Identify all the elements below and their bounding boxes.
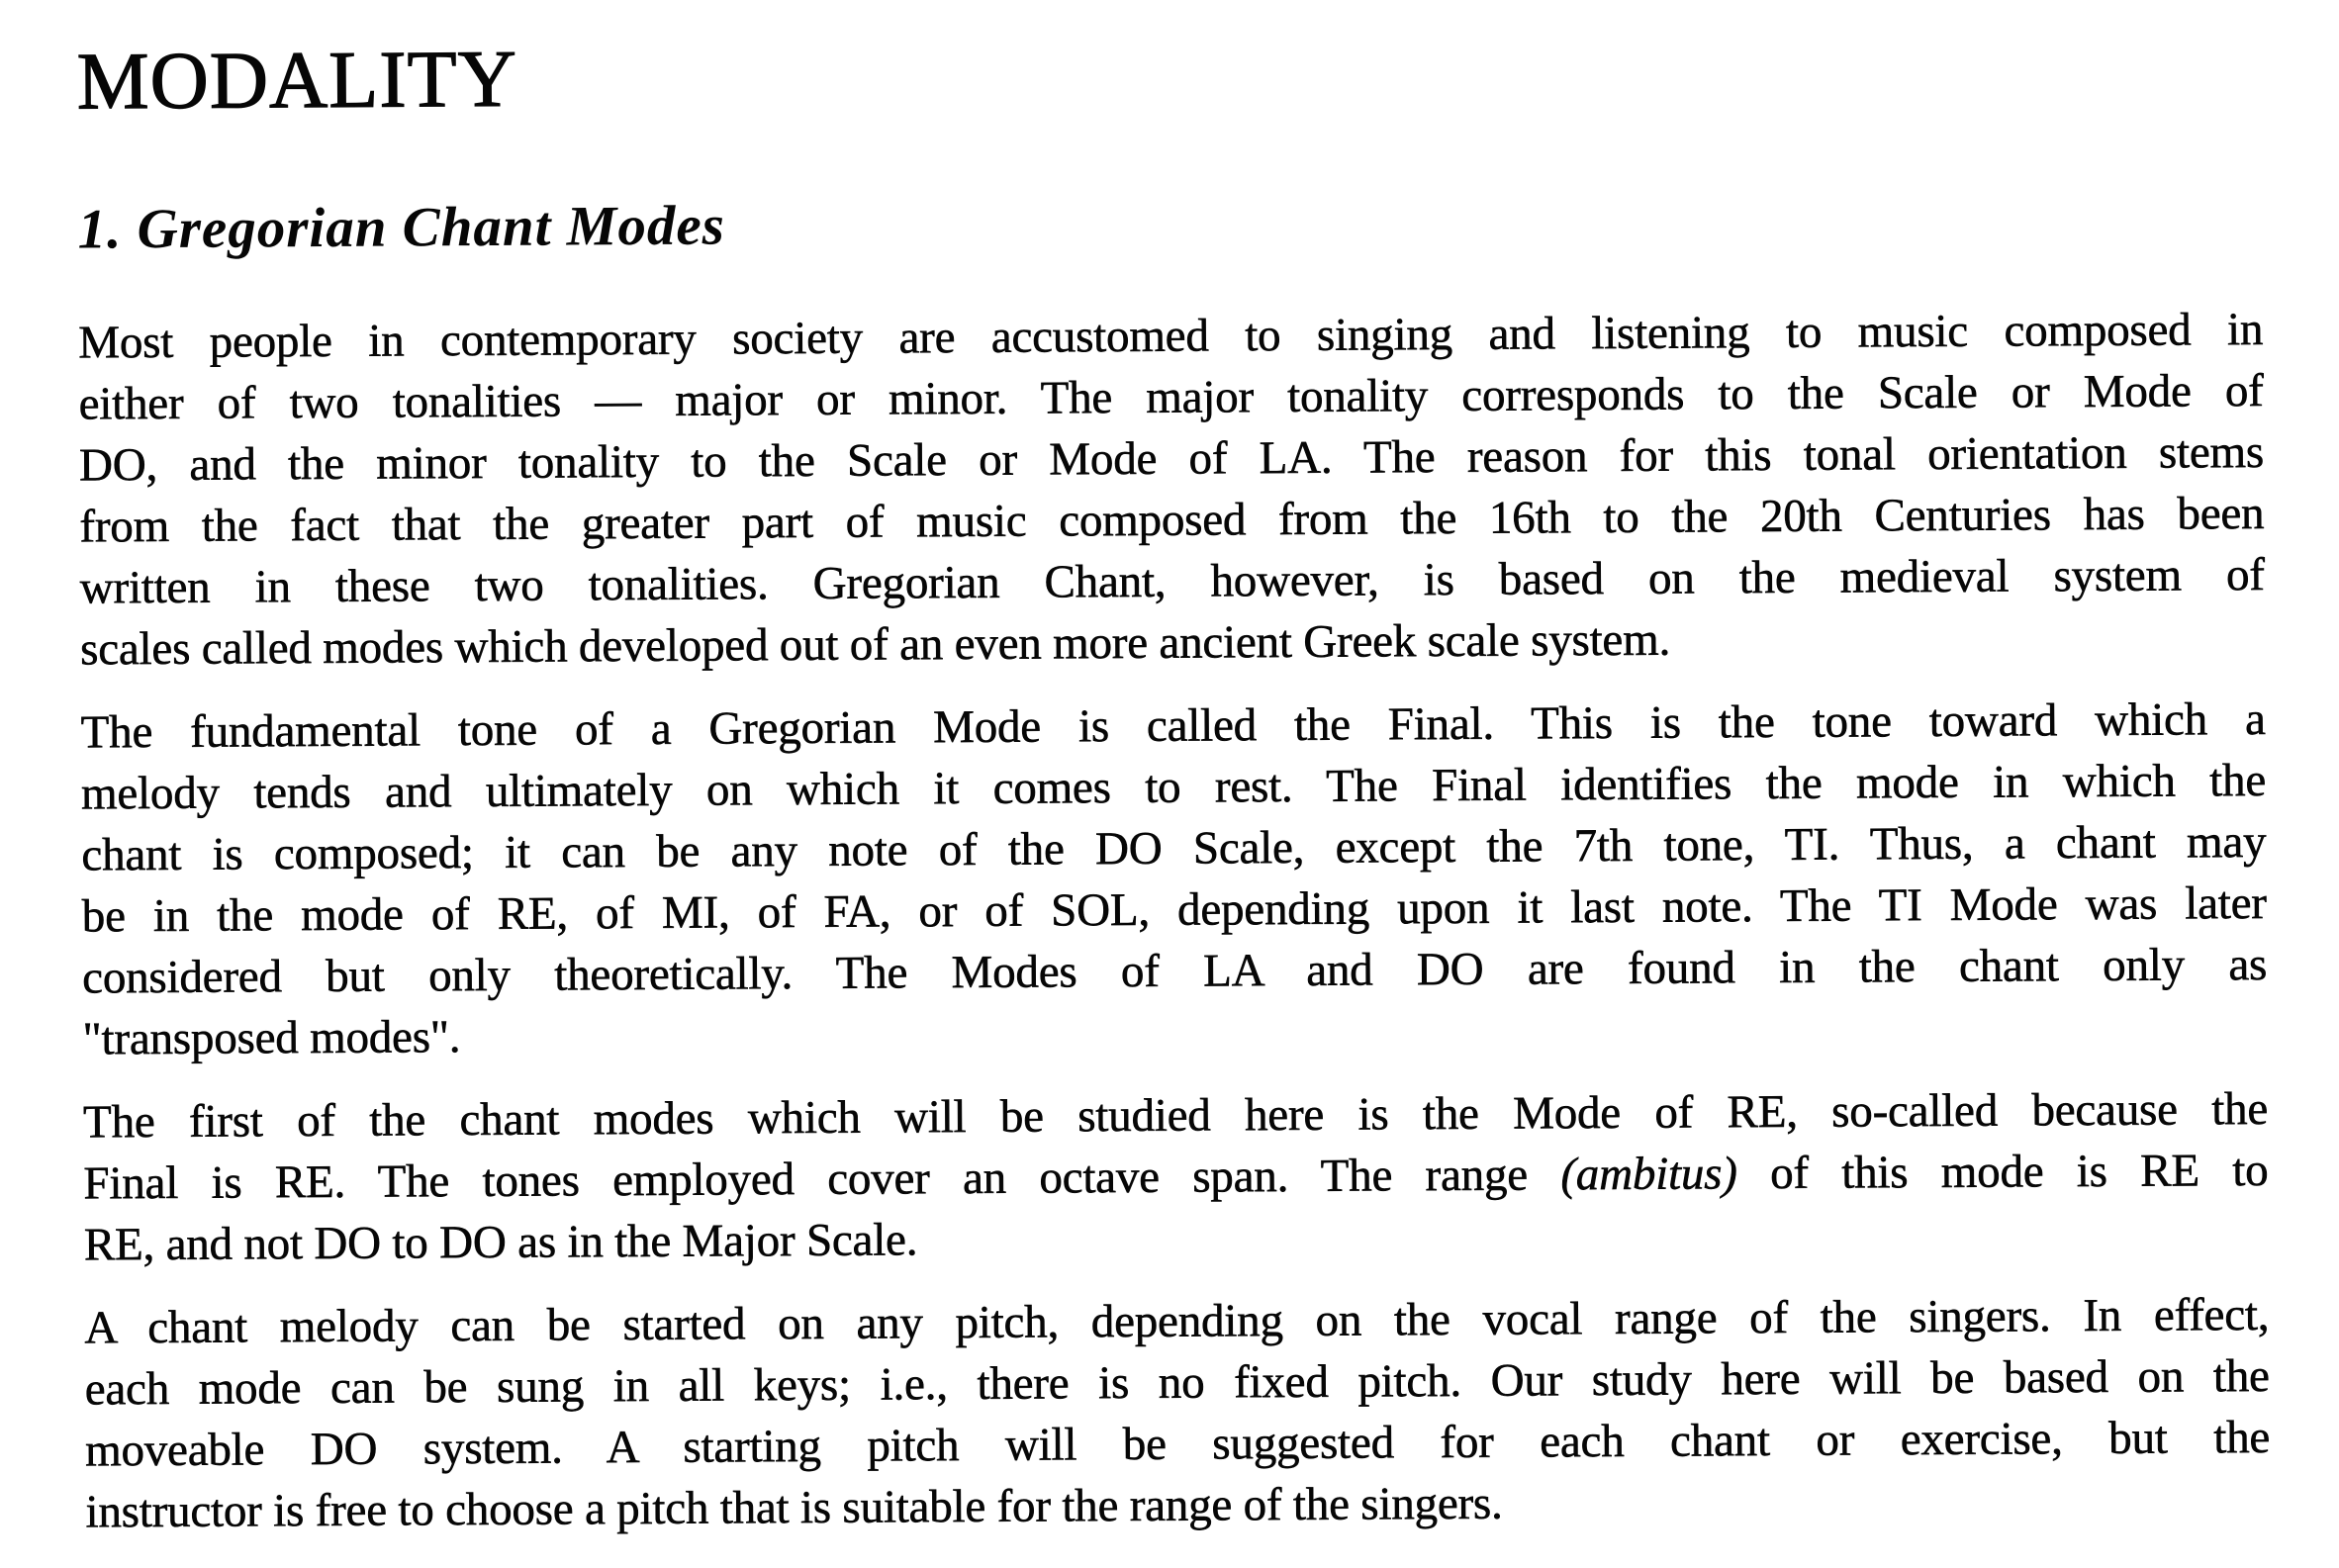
text-line: "transposed modes".: [82, 1010, 461, 1065]
text-line: from the fact that the greater part of music composed from the 16th to the 20th Centuries has been: [79, 487, 2265, 553]
text-line: chant is composed; it can be any note of the DO Scale, except the 7th tone, TI. Thus, a chant may: [81, 815, 2267, 881]
text-line: be in the mode of RE, of MI, of FA, or of SOL, depending upon it last note. The TI Mode was later: [81, 876, 2267, 943]
text-line: moveable DO system. A starting pitch will be suggested for each chant or exercise, but the: [84, 1411, 2271, 1477]
text-line: scales called modes which developed out of an even more ancient Greek scale system.: [80, 613, 1671, 676]
text-line: either of two tonalities — major or minor. The major tonality corresponds to the Scale or Mode of: [78, 364, 2264, 430]
text-segment: Final is RE. The tones employed cover an octave span. The range: [83, 1148, 1561, 1210]
paragraph-4: [84, 1284, 2270, 1542]
text-line: RE, and not DO to DO as in the Major Scale.: [83, 1213, 918, 1271]
text-line: DO, and the minor tonality to the Scale or Mode of LA. The reason for this tonal orientation stems: [78, 425, 2265, 492]
text-line: A chant melody can be started on any pitch, depending on the vocal range of the singers. In effect,: [84, 1288, 2270, 1354]
text-line: considered but only theoretically. The Modes of LA and DO are found in the chant only as: [82, 938, 2268, 1004]
paragraph-3: [83, 1078, 2269, 1275]
text-line: The fundamental tone of a Gregorian Mode is called the Final. This is the tone toward which a: [80, 692, 2266, 759]
paragraph-1: [78, 299, 2265, 680]
text-line: The first of the chant modes which will be studied here is the Mode of RE, so-called because the: [82, 1082, 2269, 1149]
text-line: written in these two tonalities. Gregorian Chant, however, is based on the medieval system of: [79, 548, 2265, 614]
text-line: instructor is free to choose a pitch that is suitable for the range of the singers.: [85, 1477, 1503, 1538]
text-line: Most people in contemporary society are accustomed to singing and listening to music composed in: [78, 303, 2264, 369]
page-title: MODALITY: [76, 33, 518, 127]
text-line: melody tends and ultimately on which it comes to rest. The Final identifies the mode in which the: [80, 754, 2267, 820]
text-segment: of this mode is RE to: [1736, 1144, 2269, 1199]
paragraph-2: [80, 689, 2267, 1069]
text-line: each mode can be sung in all keys; i.e., there is no fixed pitch. Our study here will be based on the: [84, 1349, 2270, 1416]
section-heading: 1. Gregorian Chant Modes: [77, 194, 726, 261]
text-segment-italic: (ambitus): [1560, 1147, 1737, 1200]
